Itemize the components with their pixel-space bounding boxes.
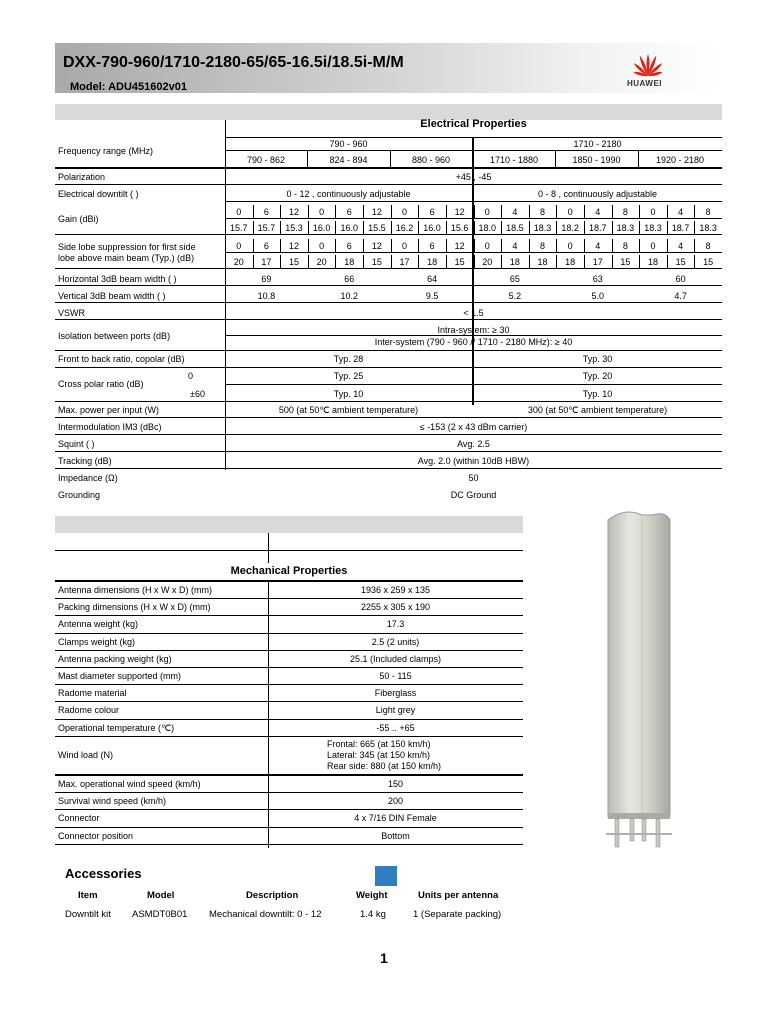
tilt-row-cell: 0 [319,207,325,217]
gain-row-cell: 18.5 [506,223,524,233]
tilt-row-cell: 0 [401,207,407,217]
frequency-label: Frequency range (MHz) [58,146,154,156]
sl-row-cell: 18 [509,257,520,267]
hbw-row-cell: 60 [675,274,686,284]
tilt-row-cell: 4 [595,207,601,217]
sl-tilt-row-cell: 8 [622,241,628,251]
hbw-row-cell: 63 [592,274,603,284]
xpol-0-low: Typ. 25 [333,371,364,381]
sl-tilt-row-cell: 0 [319,241,325,251]
tilt-row-cell: 6 [263,207,269,217]
tilt-row-cell: 4 [678,207,684,217]
sl-row-cell: 18 [565,257,576,267]
sub-band: 824 - 894 [329,155,368,165]
mech-row-value: 50 - 115 [379,671,412,681]
sl-row-cell: 17 [261,257,272,267]
tilt-row-cell: 0 [567,207,573,217]
mech-row-value: -55 .. +65 [376,722,415,733]
gain-label: Gain (dBi) [58,214,99,224]
squint-label: Squint ( ) [58,439,95,449]
isolation-inter: Inter-system (790 - 960 // 1710 - 2180 MHz): ≥ 40 [374,337,573,347]
tilt-row-cell: 0 [236,207,242,217]
isolation-intra: Intra-system: ≥ 30 [437,325,510,335]
gain-row-cell: 15.7 [230,223,248,233]
electrical-title: Electrical Properties [420,118,527,130]
mech-row-value: 1936 x 259 x 135 [360,585,431,595]
xpol-0-label: 0 [188,371,194,381]
tilt-row-cell: 6 [346,207,352,217]
tilt-row-cell: 8 [540,207,546,217]
impedance-label: Impedance (Ω) [58,473,118,483]
hbw-row-cell: 66 [344,274,355,284]
sl-tilt-row-cell: 4 [678,241,684,251]
mech-row-label: Antenna dimensions (H x W x D) (mm) [58,585,213,595]
downtilt-label: Electrical downtilt ( ) [58,189,139,199]
sl-tilt-row-cell: 4 [595,241,601,251]
tilt-row-cell: 0 [650,207,656,217]
sl-tilt-row-cell: 4 [512,241,518,251]
mech-row-value: 25.1 (Included clamps) [349,653,442,664]
gain-row-cell: 15.6 [450,223,469,233]
wind-frontal: Frontal: 665 (at 150 km/h) [327,739,431,749]
grounding-label: Grounding [58,490,101,500]
power-high: 300 (at 50℃ ambient temperature) [527,405,668,415]
wind-lateral: Lateral: 345 (at 150 km/h) [327,750,431,760]
mech-row-value: Light grey [375,705,416,716]
tilt-row-cell: 8 [705,207,711,217]
sl-row-cell: 17 [399,257,410,267]
gain-row-cell: 18.2 [561,223,579,233]
gain-row-cell: 16.2 [395,223,414,233]
mech-row-value: Bottom [381,830,410,841]
tilt-row-cell: 12 [371,207,382,217]
mech-row-label: Survival wind speed (km/h) [58,796,167,807]
vbw-row-cell: 5.0 [591,291,604,301]
sl-row-cell: 17 [592,257,603,267]
mech-row-label: Connector [58,813,100,824]
gain-row-cell: 18.3 [616,223,635,233]
mech-row-value: 2.5 (2 units) [371,636,420,647]
polarization-value: +45 , -45 [455,172,492,182]
squint-value: Avg. 2.5 [457,439,490,449]
ftb-low: Typ. 28 [333,354,364,364]
wind-rear: Rear side: 880 (at 150 km/h) [327,761,442,771]
acc-units: 1 (Separate packing) [413,909,502,920]
xpol-label: Cross polar ratio (dB) [58,379,144,389]
sl-row-cell: 15 [675,257,686,267]
gain-row-cell: 18.3 [699,223,717,233]
xpol-0-high: Typ. 20 [582,371,613,381]
mech-row-label: Radome colour [58,705,120,716]
acc-weight: 1.4 kg [360,909,386,920]
mech-row-label: Antenna weight (kg) [58,619,139,630]
gain-row-cell: 15.3 [285,223,303,233]
vbw-row-cell: 4.7 [674,291,687,301]
acc-col-model: Model [147,890,175,901]
sl-row-cell: 20 [316,257,327,267]
acc-item: Downtilt kit [65,909,111,920]
sl-row-cell: 15 [454,257,465,267]
tracking-label: Tracking (dB) [58,456,112,466]
page-number: 1 [380,950,388,966]
sl-row-cell: 15 [703,257,714,267]
im3-label: Intermodulation IM3 (dBc) [58,422,162,432]
gain-row-cell: 18.0 [478,223,497,233]
sl-row-cell: 18 [344,257,355,267]
mech-row-label: Connector position [58,830,134,841]
power-low: 500 (at 50℃ ambient temperature) [278,405,419,415]
tilt-row-cell: 8 [622,207,628,217]
xpol-60-label: ±60 [190,389,205,399]
ftb-high: Typ. 30 [582,354,613,364]
sl-tilt-row-cell: 12 [289,241,300,251]
mech-row-value: Fiberglass [374,688,417,699]
sl-row-cell: 15 [620,257,631,267]
sl-tilt-row-cell: 6 [346,241,352,251]
im3-value: ≤ -153 (2 x 43 dBm carrier) [419,422,528,432]
gain-row-cell: 18.3 [533,223,552,233]
tilt-row-cell: 0 [484,207,490,217]
mech-row-value: 200 [387,796,404,807]
hbw-row-cell: 69 [261,274,272,284]
mech-row-label: Antenna packing weight (kg) [58,653,172,664]
hbw-row-cell: 64 [427,274,438,284]
gain-row-cell: 16.0 [312,223,331,233]
sl-row-cell: 20 [482,257,493,267]
vbw-row-cell: 9.5 [425,291,439,301]
mech-row-label: Mast diameter supported (mm) [58,671,182,681]
acc-model: ASMDT0B01 [132,909,188,920]
mech-row-label: Radome material [58,688,127,699]
sl-tilt-row-cell: 0 [650,241,656,251]
ftb-label: Front to back ratio, copolar (dB) [58,354,185,364]
downtilt-low: 0 - 12 , continuously adjustable [286,189,411,199]
vswr-value: < 1.5 [463,308,484,318]
sl-tilt-row-cell: 0 [236,241,242,251]
sl-tilt-row-cell: 8 [540,241,546,251]
mech-row-value: 4 x 7/16 DIN Female [354,813,437,824]
grounding-value: DC Ground [450,490,497,500]
sl-tilt-row-cell: 6 [429,241,435,251]
antenna-image [590,505,690,855]
band-high-header: 1710 - 2180 [573,139,622,149]
mech-row-label: Packing dimensions (H x W x D) (mm) [58,602,211,613]
sub-band: 1710 - 1880 [489,155,539,165]
isolation-label: Isolation between ports (dB) [58,331,171,341]
mech-row-value: 17.3 [386,619,405,630]
sl-row-cell: 20 [233,257,244,267]
downtilt-high: 0 - 8 , continuously adjustable [537,189,658,199]
xpol-60-low: Typ. 10 [333,389,364,399]
sl-tilt-row-cell: 0 [567,241,573,251]
sl-tilt-row-cell: 0 [401,241,407,251]
tilt-row-cell: 6 [429,207,435,217]
tilt-row-cell: 4 [512,207,518,217]
mechanical-band [55,516,523,533]
sub-band: 790 - 862 [246,155,286,165]
wind-load-label: Wind load (N) [58,750,114,760]
tilt-row-cell: 12 [289,207,300,217]
blue-square [375,866,397,886]
mech-row-label: Clamps weight (kg) [58,636,136,647]
document-title: DXX-790-960/1710-2180-65/65-16.5i/18.5i-M/M [63,54,404,71]
accessories-title: Accessories [65,866,142,881]
sl-row-cell: 15 [289,257,300,267]
vbw-label: Vertical 3dB beam width ( ) [58,291,166,301]
huawei-logo-text: HUAWEI [627,79,662,88]
gain-row-cell: 15.7 [257,223,276,233]
gain-row-cell: 15.5 [368,223,386,233]
acc-col-units: Units per antenna [418,890,499,901]
sub-band: 1920 - 2180 [655,155,705,165]
vbw-row-cell: 10.2 [340,291,358,301]
sl-tilt-row-cell: 12 [454,241,465,251]
sl-row-cell: 18 [647,257,658,267]
power-label: Max. power per input (W) [58,405,160,415]
gain-row-cell: 16.0 [423,223,441,233]
model-number: Model: ADU451602v01 [70,81,187,93]
acc-col-weight: Weight [356,890,388,901]
mech-row-value: 2255 x 305 x 190 [360,602,431,613]
sidelobe-label-1: Side lobe suppression for first side [58,242,196,252]
acc-description: Mechanical downtilt: 0 - 12 [209,909,322,920]
acc-col-item: Item [78,890,98,901]
xpol-60-high: Typ. 10 [582,389,613,399]
gain-row-cell: 18.7 [588,223,607,233]
vbw-row-cell: 10.8 [257,291,276,301]
hbw-label: Horizontal 3dB beam width ( ) [58,274,177,284]
band-low-header: 790 - 960 [329,139,368,149]
sl-row-cell: 18 [427,257,438,267]
gain-row-cell: 18.3 [644,223,662,233]
gain-row-cell: 18.7 [671,223,690,233]
tracking-value: Avg. 2.0 (within 10dB HBW) [417,456,530,466]
sl-row-cell: 15 [371,257,382,267]
impedance-value: 50 [468,473,479,483]
sidelobe-label-2: lobe above main beam (Typ.) (dB) [58,253,195,263]
sl-row-cell: 18 [537,257,548,267]
sl-tilt-row-cell: 12 [371,241,382,251]
mechanical-title: Mechanical Properties [230,565,348,577]
mech-row-value: 150 [387,779,404,789]
sub-band: 880 - 960 [411,155,451,165]
sl-tilt-row-cell: 8 [705,241,711,251]
vswr-label: VSWR [58,308,85,318]
mech-row-label: Operational temperature (℃) [58,722,175,733]
hbw-row-cell: 65 [509,274,520,284]
vbw-row-cell: 5.2 [508,291,522,301]
sub-band: 1850 - 1990 [572,155,621,165]
sl-tilt-row-cell: 0 [484,241,490,251]
acc-col-description: Description [246,890,299,901]
mech-row-label: Max. operational wind speed (km/h) [58,779,201,789]
gain-row-cell: 16.0 [340,223,358,233]
sl-tilt-row-cell: 6 [263,241,269,251]
polarization-label: Polarization [58,172,106,182]
tilt-row-cell: 12 [454,207,465,217]
